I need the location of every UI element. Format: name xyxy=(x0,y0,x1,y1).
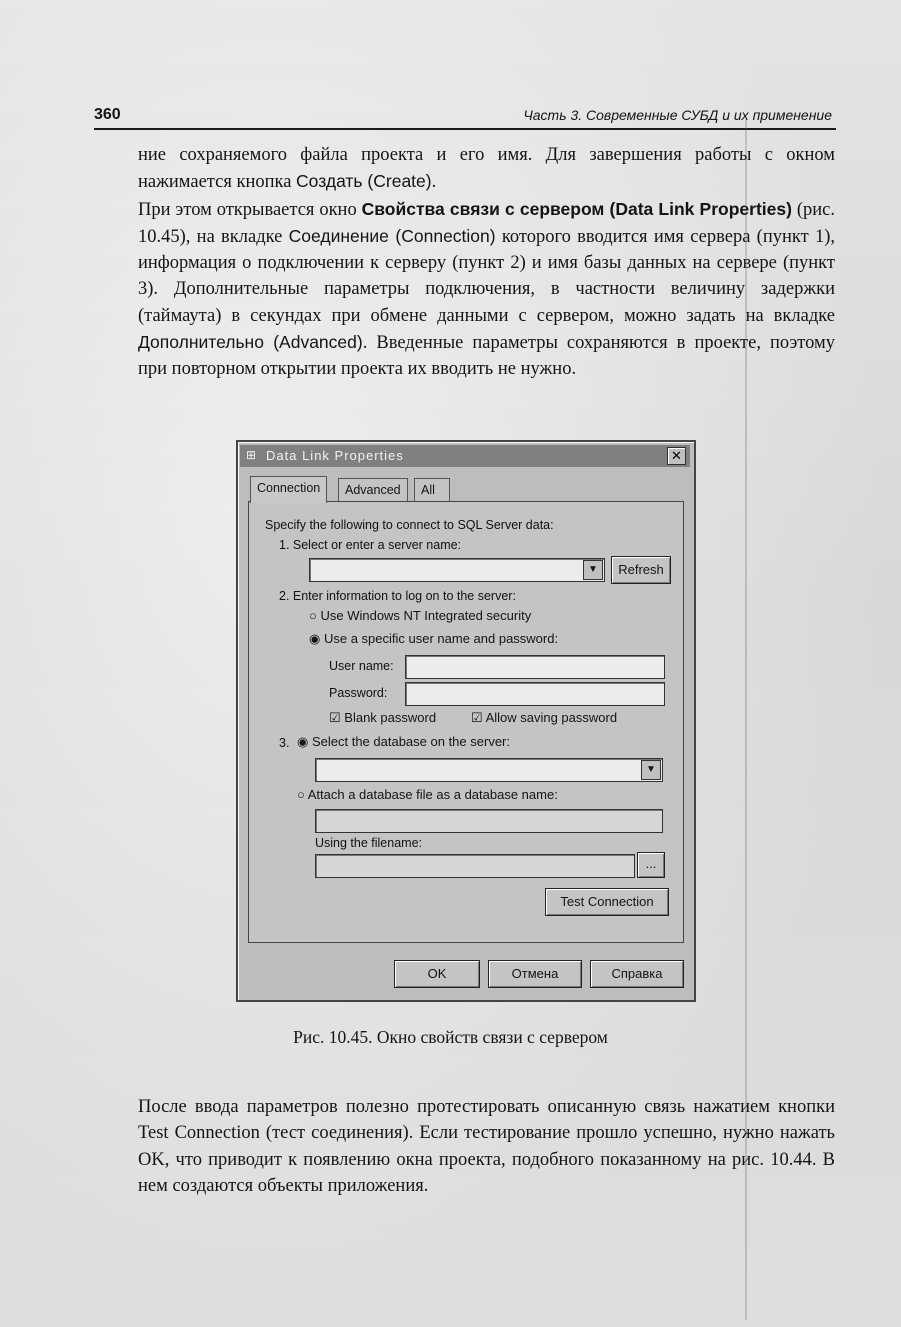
blank-password-checkbox[interactable]: ☑ Blank password xyxy=(329,710,437,725)
data-link-properties-dialog xyxy=(236,440,696,1002)
user-name-input[interactable] xyxy=(405,655,665,679)
help-button[interactable]: Справка xyxy=(590,960,684,988)
para1-text: ние сохраняемого файла проекта и его имя. Для завершения работы с xyxy=(138,145,773,165)
intro-label: Specify the following to connect to SQL Server data: xyxy=(265,518,554,532)
dialog-titlebar xyxy=(240,445,690,467)
step2-label: 2. Enter information to log on to the server: xyxy=(279,589,516,603)
close-icon[interactable]: ✕ xyxy=(667,447,686,465)
advanced-tab-ref: Дополнительно (Advanced) xyxy=(138,332,363,353)
using-filename-label: Using the filename: xyxy=(315,836,423,850)
cancel-button[interactable]: Отмена xyxy=(488,960,582,988)
dialog-title: Data Link Properties xyxy=(266,448,404,463)
body-text-bottom xyxy=(138,1094,835,1199)
para1-text-b: окном нажимается кнопка xyxy=(138,145,835,193)
chevron-down-icon[interactable]: ▼ xyxy=(641,760,661,780)
allow-saving-checkbox[interactable]: ☑ Allow saving password xyxy=(471,710,618,725)
ok-button[interactable]: OK xyxy=(394,960,480,988)
user-name-label: User name: xyxy=(329,659,394,673)
radio-windows-nt[interactable]: ○ Use Windows NT Integrated security xyxy=(309,608,532,623)
para1-end: . xyxy=(431,172,437,193)
database-combo[interactable] xyxy=(315,758,663,782)
connection-tab-ref: Соединение (Connection) xyxy=(288,225,496,246)
attach-name-input[interactable] xyxy=(315,809,663,833)
para2-g: . Введенные параметры сохраняются в проекте, поэтому при повторном открытии проекта их вводить не нужно. xyxy=(138,333,835,380)
step3-number: 3. xyxy=(279,736,290,750)
step1-label: 1. Select or enter a server name: xyxy=(279,538,462,552)
dialog-name-ref: Свойства связи с сервером (Data Link Properties) xyxy=(361,198,792,219)
tab-advanced[interactable]: Advanced xyxy=(338,478,408,501)
connection-panel xyxy=(248,501,684,943)
radio-select-database-label: Select the database on the server: xyxy=(311,734,510,749)
tab-connection[interactable]: Connection xyxy=(250,476,327,503)
filename-input[interactable] xyxy=(315,854,635,878)
test-connection-button[interactable]: Test Connection xyxy=(545,888,669,916)
para2-e: которого вводится имя сервера (пункт 1), информация о подключении к серверу (пункт 2) и имя базы данных на сервере (пункт 3). Дополнительные параметры подключения, в частности величину задержки (таймаута) в секундах при обмене данными с сервером, можно задать на вкладке xyxy=(138,226,836,326)
password-input[interactable] xyxy=(405,682,665,706)
radio-attach-file[interactable]: ○ Attach a database file as a database name: xyxy=(297,787,558,802)
running-head: Часть 3. Современные СУБД и их применение xyxy=(523,107,832,123)
radio-specific-user-label: Use a specific user name and password: xyxy=(323,631,559,646)
allow-saving-label: Allow saving password xyxy=(485,710,618,725)
paragraph-1 xyxy=(138,142,835,196)
page-header xyxy=(94,106,836,130)
refresh-button[interactable]: Refresh xyxy=(611,556,671,584)
radio-attach-file-label: Attach a database file as a database name: xyxy=(307,787,558,802)
body-text-top xyxy=(138,142,835,383)
page-number: 360 xyxy=(94,106,121,123)
para2-c: (рис. 10.45), на вкладке xyxy=(138,199,835,247)
para2-a: При этом открывается окно xyxy=(138,199,362,220)
password-label: Password: xyxy=(329,686,388,700)
radio-specific-user[interactable]: ◉ Use a specific user name and password: xyxy=(309,631,559,646)
browse-button[interactable]: ... xyxy=(637,852,665,878)
blank-password-label: Blank password xyxy=(344,710,437,725)
tab-all[interactable]: All xyxy=(414,478,450,501)
radio-select-database[interactable]: ◉ Select the database on the server: xyxy=(297,734,510,749)
server-name-combo[interactable] xyxy=(309,558,605,582)
paragraph-2 xyxy=(138,196,835,383)
app-icon: ⊞ xyxy=(246,448,257,462)
paragraph-3: После ввода параметров полезно протестировать описанную связь нажатием кнопки Test Connection (тест соединения). Если тестирование прошло успешно, нужно нажать OK, что приводит к появлению окна проекта, подобного показанному на рис. 10.44. В нем создаются объекты приложения. xyxy=(138,1097,835,1196)
radio-windows-nt-label: Use Windows NT Integrated security xyxy=(320,608,532,623)
chevron-down-icon[interactable]: ▼ xyxy=(583,560,603,580)
create-button-ref: Создать (Create) xyxy=(296,171,432,192)
figure-caption: Рис. 10.45. Окно свойств связи с сервером xyxy=(293,1027,608,1047)
